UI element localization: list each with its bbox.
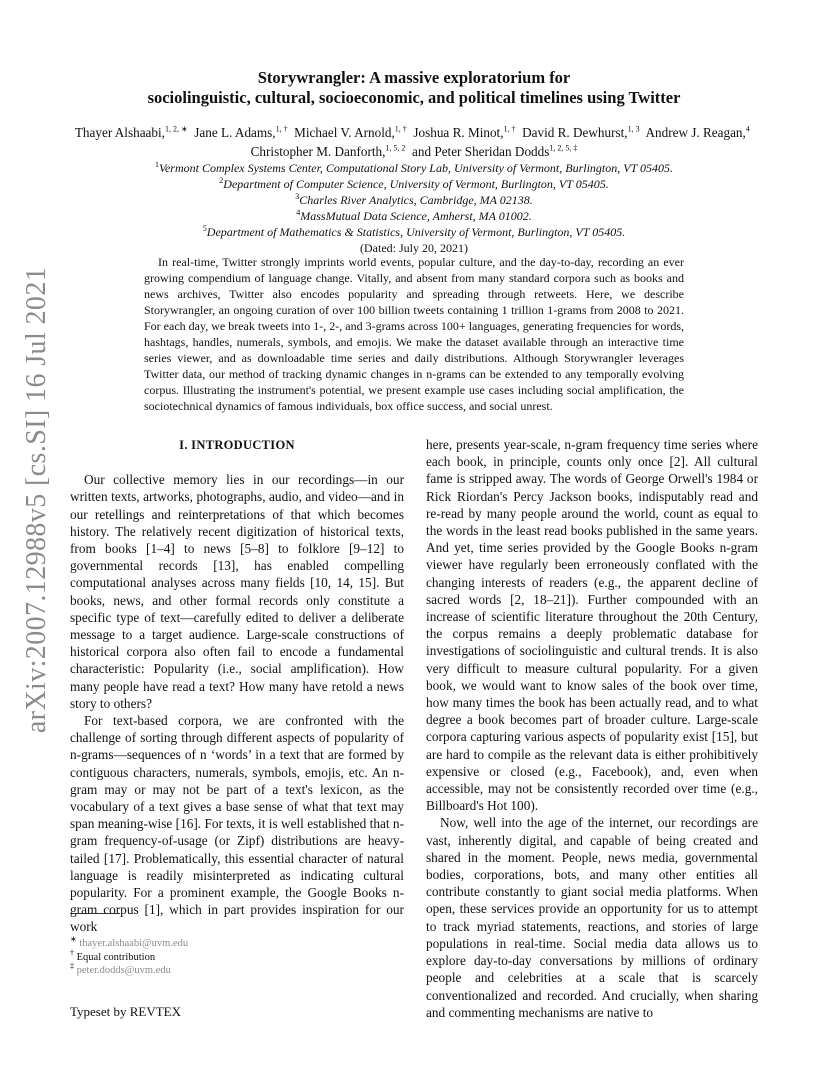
footnote: † Equal contribution bbox=[70, 948, 156, 963]
footnote-rule bbox=[70, 913, 120, 914]
affiliation: $^1$Vermont Complex Systems Center, Computational Story Lab, University of Vermont, Burlington, VT 05405. bbox=[154, 160, 674, 175]
body-paragraph: here, presents year-scale, n-gram frequency time series where each book, in principle, counts only once [2]. All cultural fame is stripped away. The words of George Orwell's 1984 or Rick Riordan's Percy Jackson books, indisputably read and re-read by many people around the world, count as equal to the words in the least read books published in the same years. And yet, time series provided by the Google Books n-gram viewer have regularly been erroneously conflated with the changing interests of readers (e.g., the apparent decline of sacred words [2, 18–21]). Further compounded with an increase of scientific literature throughout the 20th Century, the corpus remains a deeply problematic database for investigations of sociolinguistic and cultural trends. It is also very difficult to measure cultural popularity. For a given book, we would want to know sales of the book over time, how many times the book has been actually read, and to what degree a book becomes part of broader culture. Large-scale corpora capturing various aspects of popularity exist [15], but are hard to compile as the relevant data is either prohibitively expensive or closed (e.g., Facebook), and, even when accessible, may not be consistently recorded over time (e.g., Billboard's Hot 100). bbox=[426, 437, 758, 814]
title-line-2: sociolinguistic, cultural, socioeconomic, and political timelines using Twitter bbox=[147, 88, 681, 107]
date-line: (Dated: July 20, 2021) bbox=[360, 241, 468, 255]
author: Michael V. Arnold,$^{1, \dagger}$ bbox=[294, 124, 407, 140]
affiliation: $^4$MassMutual Data Science, Amherst, MA 01002. bbox=[296, 208, 532, 223]
arxiv-side-stamp bbox=[21, 266, 52, 734]
typeset-note: Typeset by REVTEX bbox=[70, 1004, 182, 1019]
author: Jane L. Adams,$^{1, \dagger}$ bbox=[194, 124, 288, 140]
right-column bbox=[426, 436, 758, 1021]
body-paragraph: For text-based corpora, we are confronted with the challenge of sorting through different aspects of popularity of n-grams—sequences of n ‘words’ in a text that are formed by contiguous characters, numerals, symbols, emojis, etc. An n-gram may or may not be part of a text's lexicon, as the vocabulary of a text gives a base sense of what that text may span meaning-wise [16]. For texts, it is well established that n-gram frequency-of-usage (or Zipf) distributions are heavy-tailed [17]. Problematically, this essential character of natural language is readily misinterpreted as indicating cultural popularity. For a prominent example, the Google Books n-gram corpus [1], which in part provides inspiration for our work bbox=[70, 713, 404, 935]
title-line-1: Storywrangler: A massive exploratorium for bbox=[257, 68, 571, 87]
author: David R. Dewhurst,$^{1, 3}$ bbox=[522, 124, 640, 140]
body-paragraph: Now, well into the age of the internet, our recordings are vast, inherently digital, and capable of being created and shared in the moment. People, news media, governmental bodies, corporations, bots, and many other entities all contribute constantly to giant social media platforms. When open, these services provide an opportunity for us to attempt to track myriad statements, reactions, and stories of large populations in real-time. Social media data allows us to explore day-to-day conversations by millions of ordinary people and celebrities at a scale that is scarcely conventionalized and recorded. And crucially, when sharing and commenting mechanisms are native to bbox=[426, 815, 758, 1020]
author: and Peter Sheridan Dodds$^{1, 2, 5, \ddagger}$ bbox=[412, 143, 578, 159]
arxiv-identifier: arXiv:2007.12988v5 [cs.SI] 16 Jul 2021 bbox=[21, 266, 52, 734]
abstract bbox=[144, 254, 684, 414]
paper-title bbox=[60, 68, 768, 108]
affiliation: $^3$Charles River Analytics, Cambridge, MA 02138. bbox=[295, 192, 533, 207]
section-heading: I. INTRODUCTION bbox=[179, 438, 295, 452]
author: Christopher M. Danforth,$^{1, 5, 2}$ bbox=[250, 143, 406, 159]
email-link[interactable]: peter.dodds@uvm.edu bbox=[76, 965, 171, 976]
affiliation-list bbox=[60, 160, 768, 256]
footnote: ∗ thayer.alshaabi@uvm.edu bbox=[70, 934, 189, 949]
author: Thayer Alshaabi,$^{1, 2, ∗}$ bbox=[74, 124, 188, 140]
abstract-text: In real-time, Twitter strongly imprints world events, popular culture, and the day-to-day, recording an ever growing compendium of language change. Vitally, and absent from many standard corpora such as books and news archives, Twitter also encodes popularity and spreading through retweets. Here, we describe Storywrangler, an ongoing curation of over 100 billion tweets containing 1 trillion 1-grams from 2008 to 2021. For each day, we break tweets into 1-, 2-, and 3-grams across 100+ languages, generating frequencies for words, hashtags, handles, numerals, symbols, and emojis. We make the dataset available through an interactive time series viewer, and as downloadable time series and daily distributions. Although Storywrangler leverages Twitter data, our method of tracking dynamic changes in n-grams can be extended to any temporally evolving corpus. Illustrating the instrument's potential, we present example use cases including social amplification, the sociotechnical dynamics of famous individuals, box office success, and social unrest. bbox=[144, 255, 684, 413]
author: Andrew J. Reagan,$^4$ bbox=[645, 124, 750, 140]
body-paragraph: Our collective memory lies in our recordings—in our written texts, artworks, photographs, audio, and video—and in our retellings and reinterpretations of that which becomes history. The relatively recent digitization of historical texts, from books [1–4] to news [5–8] to folklore [9–12] to governmental records [13], has enabled compelling computational analyses across many fields [10, 14, 15]. But books, news, and other formal records only constitute a specific type of text—carefully edited to deliver a deliberate message to a target audience. Large-scale constructions of historical corpora also often fail to encode a fundamental characteristic: Popularity (i.e., social amplification). How many people have read a text? How many have retold a news story to others? bbox=[70, 472, 404, 711]
author-list bbox=[60, 123, 768, 161]
affiliation: $^5$Department of Mathematics & Statistics, University of Vermont, Burlington, VT 05405. bbox=[202, 224, 626, 239]
left-column bbox=[70, 436, 404, 936]
footnotes bbox=[70, 934, 400, 978]
author: Joshua R. Minot,$^{1, \dagger}$ bbox=[413, 124, 516, 140]
email-link[interactable]: thayer.alshaabi@uvm.edu bbox=[79, 938, 189, 949]
footnote: ‡ peter.dodds@uvm.edu bbox=[70, 961, 171, 976]
affiliation: $^2$Department of Computer Science, University of Vermont, Burlington, VT 05405. bbox=[219, 176, 609, 191]
